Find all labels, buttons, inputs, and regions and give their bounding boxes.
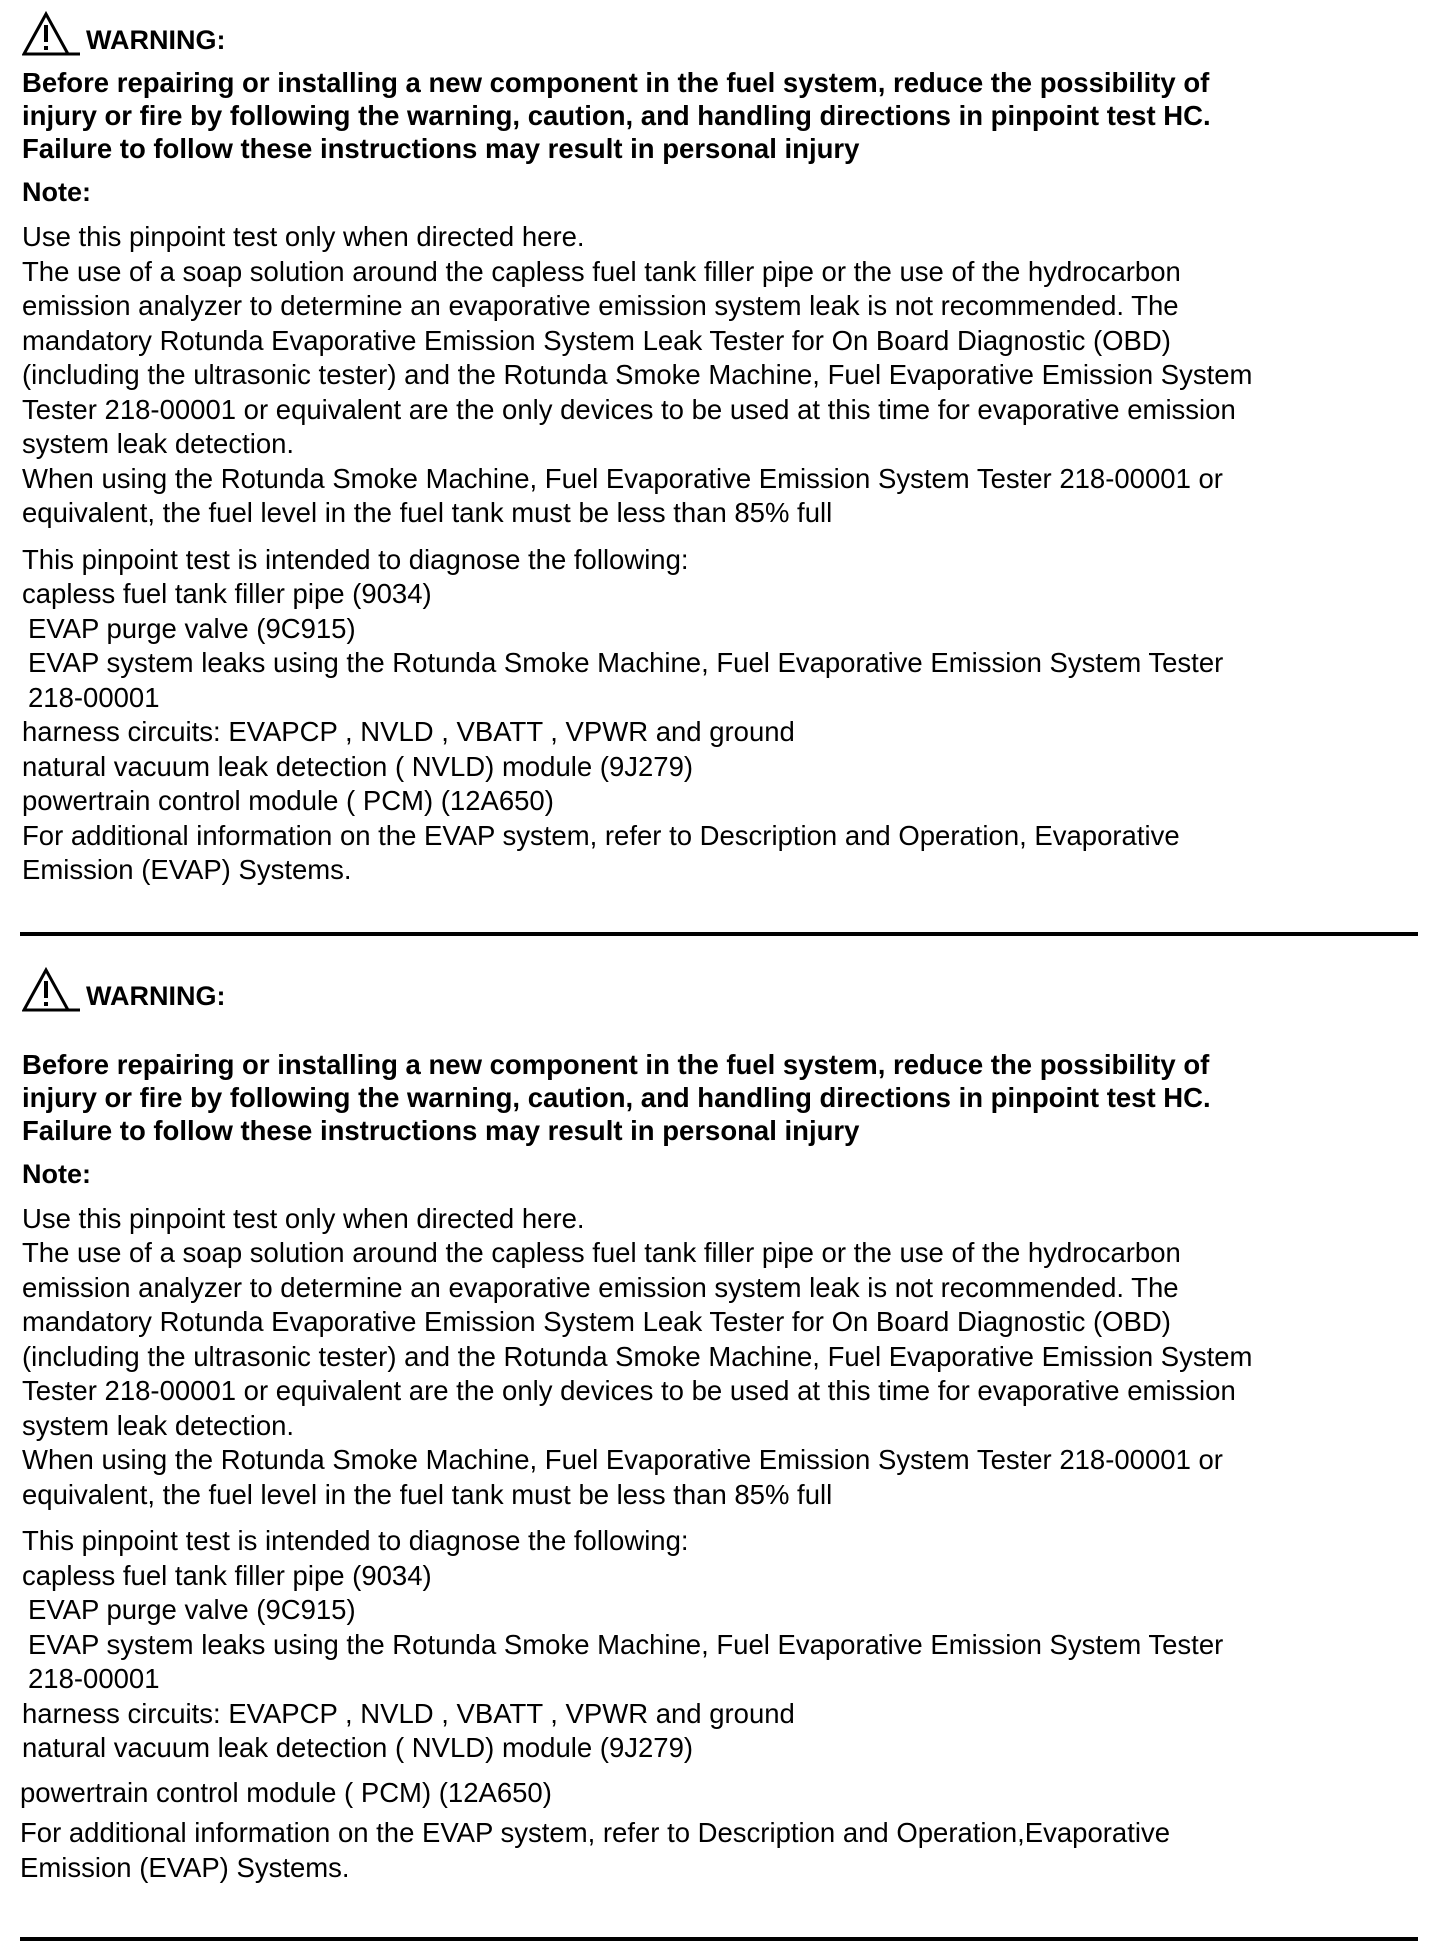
warning-line: Failure to follow these instructions may result in personal injury xyxy=(22,1114,1422,1147)
warning-line: injury or fire by following the warning, caution, and handling directions in pinpoint test HC. xyxy=(22,99,1422,132)
warning-label: WARNING: xyxy=(86,25,225,56)
diagnose-list xyxy=(22,1524,1422,1766)
note-line: system leak detection. xyxy=(22,1409,1422,1444)
list-item: natural vacuum leak detection ( NVLD) module (9J279) xyxy=(22,1731,1422,1766)
note-line: (including the ultrasonic tester) and the Rotunda Smoke Machine, Fuel Evaporative Emission System xyxy=(22,358,1422,393)
document-page xyxy=(22,0,1422,1941)
note-line: Use this pinpoint test only when directed here. xyxy=(22,220,1422,255)
warning-section-2 xyxy=(22,956,1422,1941)
list-item: 218-00001 xyxy=(22,1662,1422,1697)
note-line: Use this pinpoint test only when directed here. xyxy=(22,1202,1422,1237)
list-item: powertrain control module ( PCM) (12A650) xyxy=(22,784,1422,819)
note-line: When using the Rotunda Smoke Machine, Fuel Evaporative Emission System Tester 218-00001 or xyxy=(22,462,1422,497)
note-label: Note: xyxy=(22,176,1422,209)
diagnose-list xyxy=(22,543,1422,888)
note-line: mandatory Rotunda Evaporative Emission System Leak Tester for On Board Diagnostic (OBD) xyxy=(22,1305,1422,1340)
list-item: EVAP purge valve (9C915) xyxy=(22,612,1422,647)
note-line: When using the Rotunda Smoke Machine, Fuel Evaporative Emission System Tester 218-00001 or xyxy=(22,1443,1422,1478)
list-item: EVAP system leaks using the Rotunda Smoke Machine, Fuel Evaporative Emission System Tester xyxy=(22,1628,1422,1663)
warning-text xyxy=(22,1048,1422,1147)
note-line: system leak detection. xyxy=(22,427,1422,462)
note-line: emission analyzer to determine an evaporative emission system leak is not recommended. The xyxy=(22,289,1422,324)
list-item: capless fuel tank filler pipe (9034) xyxy=(22,577,1422,612)
warning-header xyxy=(22,0,1422,56)
additional-info xyxy=(20,1816,1422,1885)
list-item: capless fuel tank filler pipe (9034) xyxy=(22,1559,1422,1594)
warning-line: Before repairing or installing a new component in the fuel system, reduce the possibility of xyxy=(22,66,1422,99)
note-line: The use of a soap solution around the capless fuel tank filler pipe or the use of the hydrocarbon xyxy=(22,1236,1422,1271)
note-line: Tester 218-00001 or equivalent are the only devices to be used at this time for evaporative emission xyxy=(22,1374,1422,1409)
note-line: Tester 218-00001 or equivalent are the only devices to be used at this time for evaporative emission xyxy=(22,393,1422,428)
note-line: equivalent, the fuel level in the fuel tank must be less than 85% full xyxy=(22,496,1422,531)
list-item: powertrain control module ( PCM) (12A650) xyxy=(20,1776,1422,1811)
list-item: EVAP purge valve (9C915) xyxy=(22,1593,1422,1628)
additional-info-line: For additional information on the EVAP system, refer to Description and Operation, Evaporative xyxy=(22,819,1422,854)
list-item: 218-00001 xyxy=(22,681,1422,716)
warning-line: Failure to follow these instructions may result in personal injury xyxy=(22,132,1422,165)
note-line: emission analyzer to determine an evaporative emission system leak is not recommended. The xyxy=(22,1271,1422,1306)
note-line: (including the ultrasonic tester) and the Rotunda Smoke Machine, Fuel Evaporative Emission System xyxy=(22,1340,1422,1375)
note-text xyxy=(22,220,1422,531)
note-line: The use of a soap solution around the capless fuel tank filler pipe or the use of the hydrocarbon xyxy=(22,255,1422,290)
warning-section-1 xyxy=(22,0,1422,936)
list-item: harness circuits: EVAPCP , NVLD , VBATT , VPWR and ground xyxy=(22,715,1422,750)
warning-header xyxy=(22,956,1422,1012)
additional-info-line: Emission (EVAP) Systems. xyxy=(20,1851,1422,1886)
list-item: harness circuits: EVAPCP , NVLD , VBATT , VPWR and ground xyxy=(22,1697,1422,1732)
note-line: mandatory Rotunda Evaporative Emission System Leak Tester for On Board Diagnostic (OBD) xyxy=(22,324,1422,359)
warning-text xyxy=(22,66,1422,165)
list-item: EVAP system leaks using the Rotunda Smoke Machine, Fuel Evaporative Emission System Tester xyxy=(22,646,1422,681)
diagnose-intro: This pinpoint test is intended to diagnose the following: xyxy=(22,1524,1422,1559)
warning-triangle-icon xyxy=(22,966,82,1012)
list-item: natural vacuum leak detection ( NVLD) module (9J279) xyxy=(22,750,1422,785)
note-label: Note: xyxy=(22,1158,1422,1191)
additional-info-line: Emission (EVAP) Systems. xyxy=(22,853,1422,888)
warning-triangle-icon xyxy=(22,10,82,56)
warning-label: WARNING: xyxy=(86,981,225,1012)
section-divider xyxy=(20,932,1418,936)
additional-info-line: For additional information on the EVAP system, refer to Description and Operation,Evaporative xyxy=(20,1816,1422,1851)
warning-line: injury or fire by following the warning, caution, and handling directions in pinpoint test HC. xyxy=(22,1081,1422,1114)
section-divider xyxy=(20,1937,1418,1941)
note-line: equivalent, the fuel level in the fuel tank must be less than 85% full xyxy=(22,1478,1422,1513)
diagnose-intro: This pinpoint test is intended to diagnose the following: xyxy=(22,543,1422,578)
warning-line: Before repairing or installing a new component in the fuel system, reduce the possibility of xyxy=(22,1048,1422,1081)
note-text xyxy=(22,1202,1422,1513)
